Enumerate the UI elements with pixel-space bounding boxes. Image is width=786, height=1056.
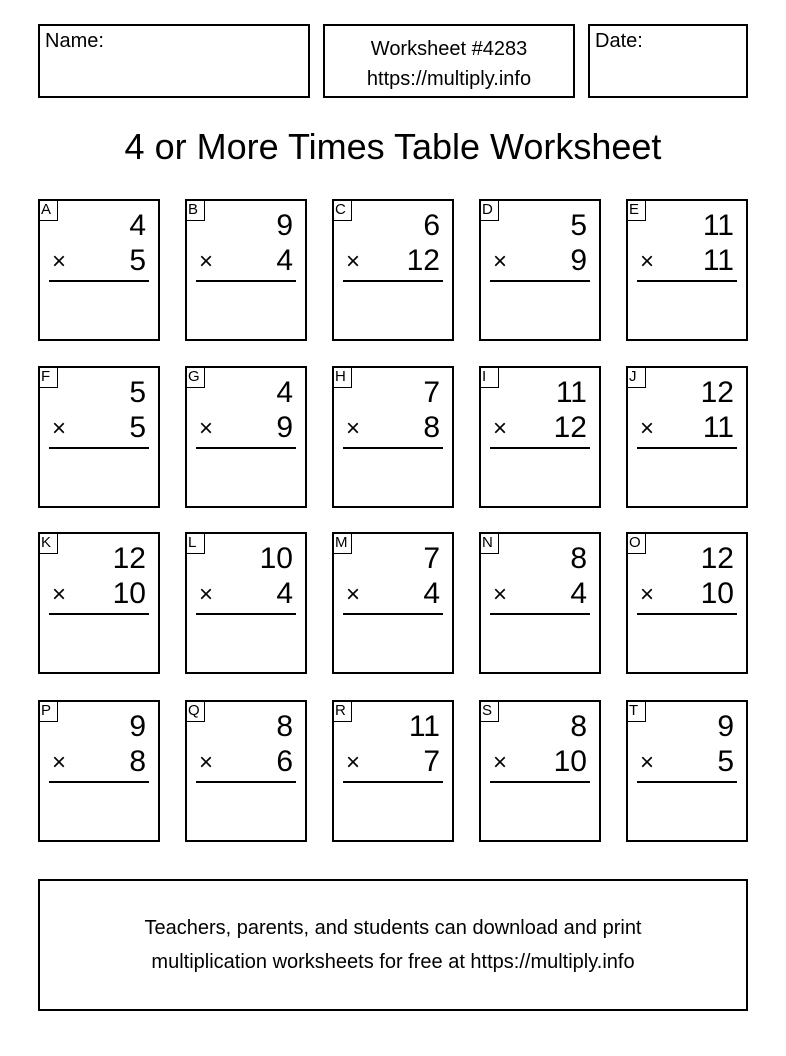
problem-letter: D: [480, 200, 499, 221]
multiplicand: 4: [129, 209, 146, 242]
answer-line: [637, 781, 737, 783]
multiplier: 5: [129, 244, 146, 277]
multiply-sign-icon: ×: [199, 415, 214, 442]
date-label: Date:: [595, 30, 643, 52]
problem-card: [185, 366, 307, 508]
problem-letter: J: [627, 367, 646, 388]
answer-line: [490, 781, 590, 783]
multiplier: 4: [276, 244, 293, 277]
answer-line: [196, 613, 296, 615]
multiplicand: 8: [570, 710, 587, 743]
multiplicand: 7: [423, 376, 440, 409]
multiplier: 6: [276, 745, 293, 778]
problem-card: [38, 532, 160, 674]
problem-letter: P: [39, 701, 58, 722]
name-label: Name:: [45, 30, 104, 52]
multiply-sign-icon: ×: [493, 749, 508, 776]
answer-line: [49, 781, 149, 783]
problem-card: [626, 700, 748, 842]
multiplier: 5: [717, 745, 734, 778]
problem-letter: G: [186, 367, 205, 388]
multiply-sign-icon: ×: [346, 749, 361, 776]
multiply-sign-icon: ×: [493, 415, 508, 442]
problem-letter: H: [333, 367, 352, 388]
problem-card: [479, 700, 601, 842]
multiplier: 4: [276, 577, 293, 610]
problem-letter: K: [39, 533, 58, 554]
answer-line: [343, 447, 443, 449]
problem-card: [38, 700, 160, 842]
multiply-sign-icon: ×: [640, 749, 655, 776]
multiplier: 9: [570, 244, 587, 277]
multiplicand: 9: [717, 710, 734, 743]
multiply-sign-icon: ×: [640, 581, 655, 608]
multiply-sign-icon: ×: [199, 581, 214, 608]
multiplier: 9: [276, 411, 293, 444]
multiplier: 10: [112, 577, 146, 610]
problem-card: [185, 700, 307, 842]
footer-line-2: multiplication worksheets for free at https://multiply.info: [151, 951, 635, 973]
multiplier: 12: [406, 244, 440, 277]
multiplier: 4: [570, 577, 587, 610]
multiply-sign-icon: ×: [199, 749, 214, 776]
answer-line: [490, 447, 590, 449]
answer-line: [343, 280, 443, 282]
multiply-sign-icon: ×: [346, 581, 361, 608]
problem-letter: A: [39, 200, 58, 221]
answer-line: [637, 280, 737, 282]
multiplier: 7: [423, 745, 440, 778]
problem-card: [626, 366, 748, 508]
answer-line: [343, 781, 443, 783]
answer-line: [490, 280, 590, 282]
multiplicand: 5: [129, 376, 146, 409]
multiplier: 4: [423, 577, 440, 610]
answer-line: [490, 613, 590, 615]
multiply-sign-icon: ×: [346, 248, 361, 275]
problem-letter: B: [186, 200, 205, 221]
problem-card: [185, 199, 307, 341]
problem-letter: C: [333, 200, 352, 221]
answer-line: [49, 613, 149, 615]
problem-card: [626, 199, 748, 341]
problem-letter: S: [480, 701, 499, 722]
multiply-sign-icon: ×: [52, 749, 67, 776]
multiplicand: 9: [129, 710, 146, 743]
multiplicand: 12: [700, 542, 734, 575]
multiplicand: 11: [408, 710, 440, 743]
problem-card: [332, 532, 454, 674]
footer-box: [38, 879, 748, 1011]
multiplicand: 4: [276, 376, 293, 409]
multiplicand: 12: [700, 376, 734, 409]
problem-card: [479, 366, 601, 508]
problem-letter: R: [333, 701, 352, 722]
multiplier: 8: [423, 411, 440, 444]
problem-letter: O: [627, 533, 646, 554]
problem-card: [479, 532, 601, 674]
multiplier: 12: [553, 411, 587, 444]
problem-card: [479, 199, 601, 341]
multiplicand: 6: [423, 209, 440, 242]
problem-card: [38, 199, 160, 341]
problem-card: [332, 199, 454, 341]
problem-letter: E: [627, 200, 646, 221]
answer-line: [196, 280, 296, 282]
multiplier: 10: [553, 745, 587, 778]
multiply-sign-icon: ×: [199, 248, 214, 275]
multiplicand: 9: [276, 209, 293, 242]
problem-letter: F: [39, 367, 58, 388]
multiplicand: 12: [112, 542, 146, 575]
multiply-sign-icon: ×: [640, 248, 655, 275]
multiply-sign-icon: ×: [52, 248, 67, 275]
problem-letter: I: [480, 367, 499, 388]
multiplier: 5: [129, 411, 146, 444]
multiply-sign-icon: ×: [640, 415, 655, 442]
answer-line: [343, 613, 443, 615]
multiplier: 11: [702, 244, 734, 277]
multiplicand: 11: [555, 376, 587, 409]
problem-letter: T: [627, 701, 646, 722]
worksheet-url[interactable]: https://multiply.info: [366, 68, 532, 90]
multiplicand: 8: [570, 542, 587, 575]
footer-line-1: Teachers, parents, and students can download and print: [144, 917, 642, 939]
multiplicand: 10: [259, 542, 293, 575]
multiplicand: 8: [276, 710, 293, 743]
problem-letter: N: [480, 533, 499, 554]
problem-card: [332, 700, 454, 842]
multiply-sign-icon: ×: [493, 581, 508, 608]
multiplier: 10: [700, 577, 734, 610]
multiply-sign-icon: ×: [52, 415, 67, 442]
multiplicand: 11: [702, 209, 734, 242]
problem-letter: Q: [186, 701, 205, 722]
problem-card: [626, 532, 748, 674]
answer-line: [196, 781, 296, 783]
multiply-sign-icon: ×: [493, 248, 508, 275]
multiply-sign-icon: ×: [346, 415, 361, 442]
answer-line: [49, 280, 149, 282]
multiply-sign-icon: ×: [52, 581, 67, 608]
problem-card: [185, 532, 307, 674]
answer-line: [49, 447, 149, 449]
worksheet-title: 4 or More Times Table Worksheet: [124, 126, 662, 167]
multiplier: 11: [702, 411, 734, 444]
answer-line: [637, 613, 737, 615]
problem-card: [38, 366, 160, 508]
answer-line: [196, 447, 296, 449]
answer-line: [637, 447, 737, 449]
problem-card: [332, 366, 454, 508]
worksheet-number: Worksheet #4283: [370, 38, 528, 60]
multiplicand: 7: [423, 542, 440, 575]
multiplier: 8: [129, 745, 146, 778]
multiplicand: 5: [570, 209, 587, 242]
problem-letter: L: [186, 533, 205, 554]
problem-letter: M: [333, 533, 352, 554]
